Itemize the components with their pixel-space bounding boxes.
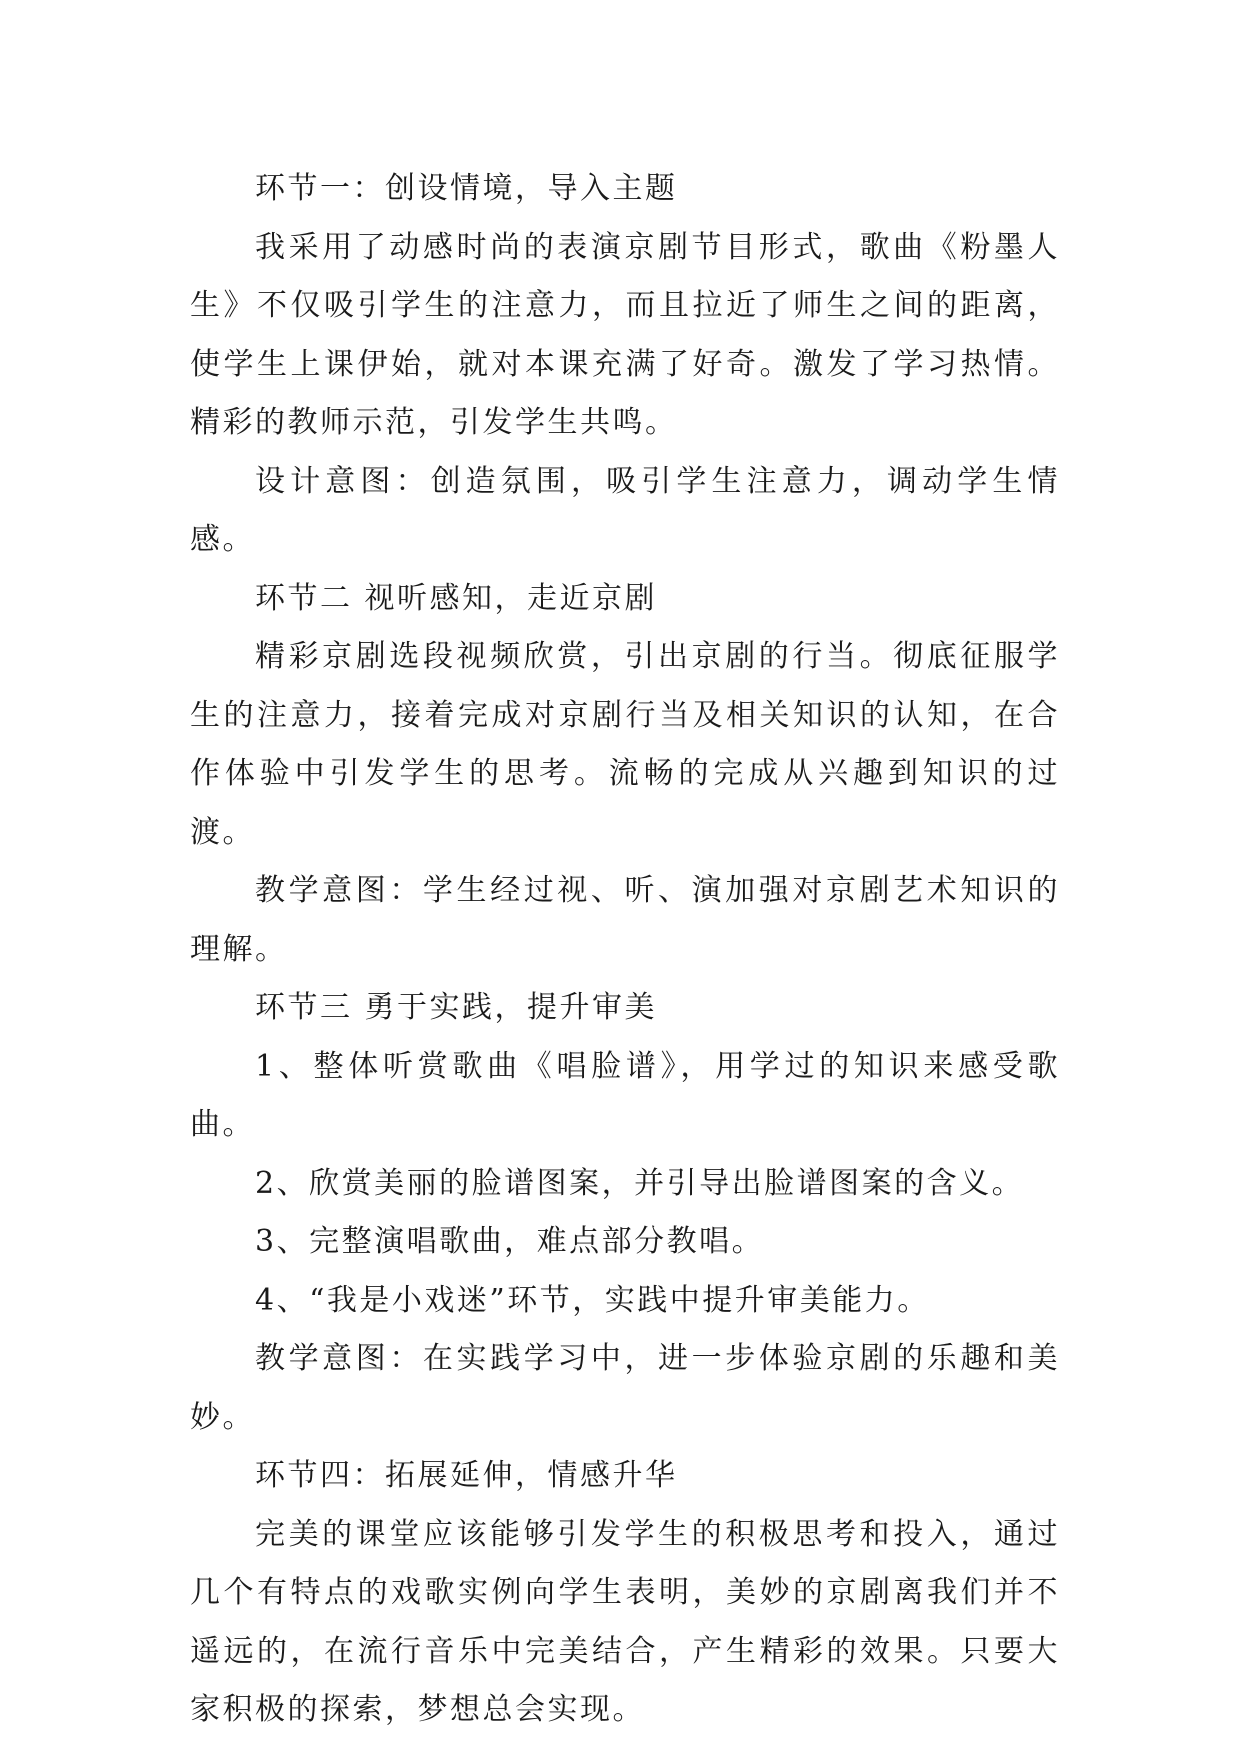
- paragraph-intro: 我采用了动感时尚的表演京剧节目形式，歌曲《粉墨人生》不仅吸引学生的注意力，而且拉近了师生之间的距离，使学生上课伊始，就对本课充满了好奇。激发了学习热情。精彩的教师示范，引发学生共鸣。: [190, 229, 1060, 440]
- list-item-2: 2、欣赏美丽的脸谱图案，并引导出脸谱图案的含义。: [255, 1165, 1025, 1201]
- list-item-4: 4、“我是小戏迷”环节，实践中提升审美能力。: [255, 1282, 930, 1318]
- section-heading-3: 环节三 勇于实践，提升审美: [255, 990, 658, 1025]
- paragraph-video: 精彩京剧选段视频欣赏，引出京剧的行当。彻底征服学生的注意力，接着完成对京剧行当及相关知识的认知，在合作体验中引发学生的思考。流畅的完成从兴趣到知识的过渡。: [190, 639, 1060, 850]
- paragraph-teaching-intent-2: 教学意图：在实践学习中，进一步体验京剧的乐趣和美妙。: [190, 1341, 1060, 1435]
- document-body: [190, 160, 1060, 1740]
- list-item-3: 3、完整演唱歌曲，难点部分教唱。: [255, 1224, 765, 1259]
- paragraph-design-intent: 设计意图：创造氛围，吸引学生注意力，调动学生情感。: [190, 463, 1060, 557]
- section-heading-1: 环节一：创设情境，导入主题: [255, 171, 678, 206]
- section-heading-4: 环节四：拓展延伸，情感升华: [255, 1458, 678, 1493]
- section-heading-2: 环节二 视听感知，走近京剧: [255, 580, 658, 616]
- paragraph-teaching-intent-1: 教学意图：学生经过视、听、演加强对京剧艺术知识的理解。: [190, 873, 1060, 967]
- paragraph-conclusion: 完美的课堂应该能够引发学生的积极思考和投入，通过几个有特点的戏歌实例向学生表明，美妙的京剧离我们并不遥远的，在流行音乐中完美结合，产生精彩的效果。只要大家积极的探索，梦想总会实现。: [190, 1516, 1060, 1727]
- list-item-1: 1、整体听赏歌曲《唱脸谱》，用学过的知识来感受歌曲。: [190, 1048, 1060, 1142]
